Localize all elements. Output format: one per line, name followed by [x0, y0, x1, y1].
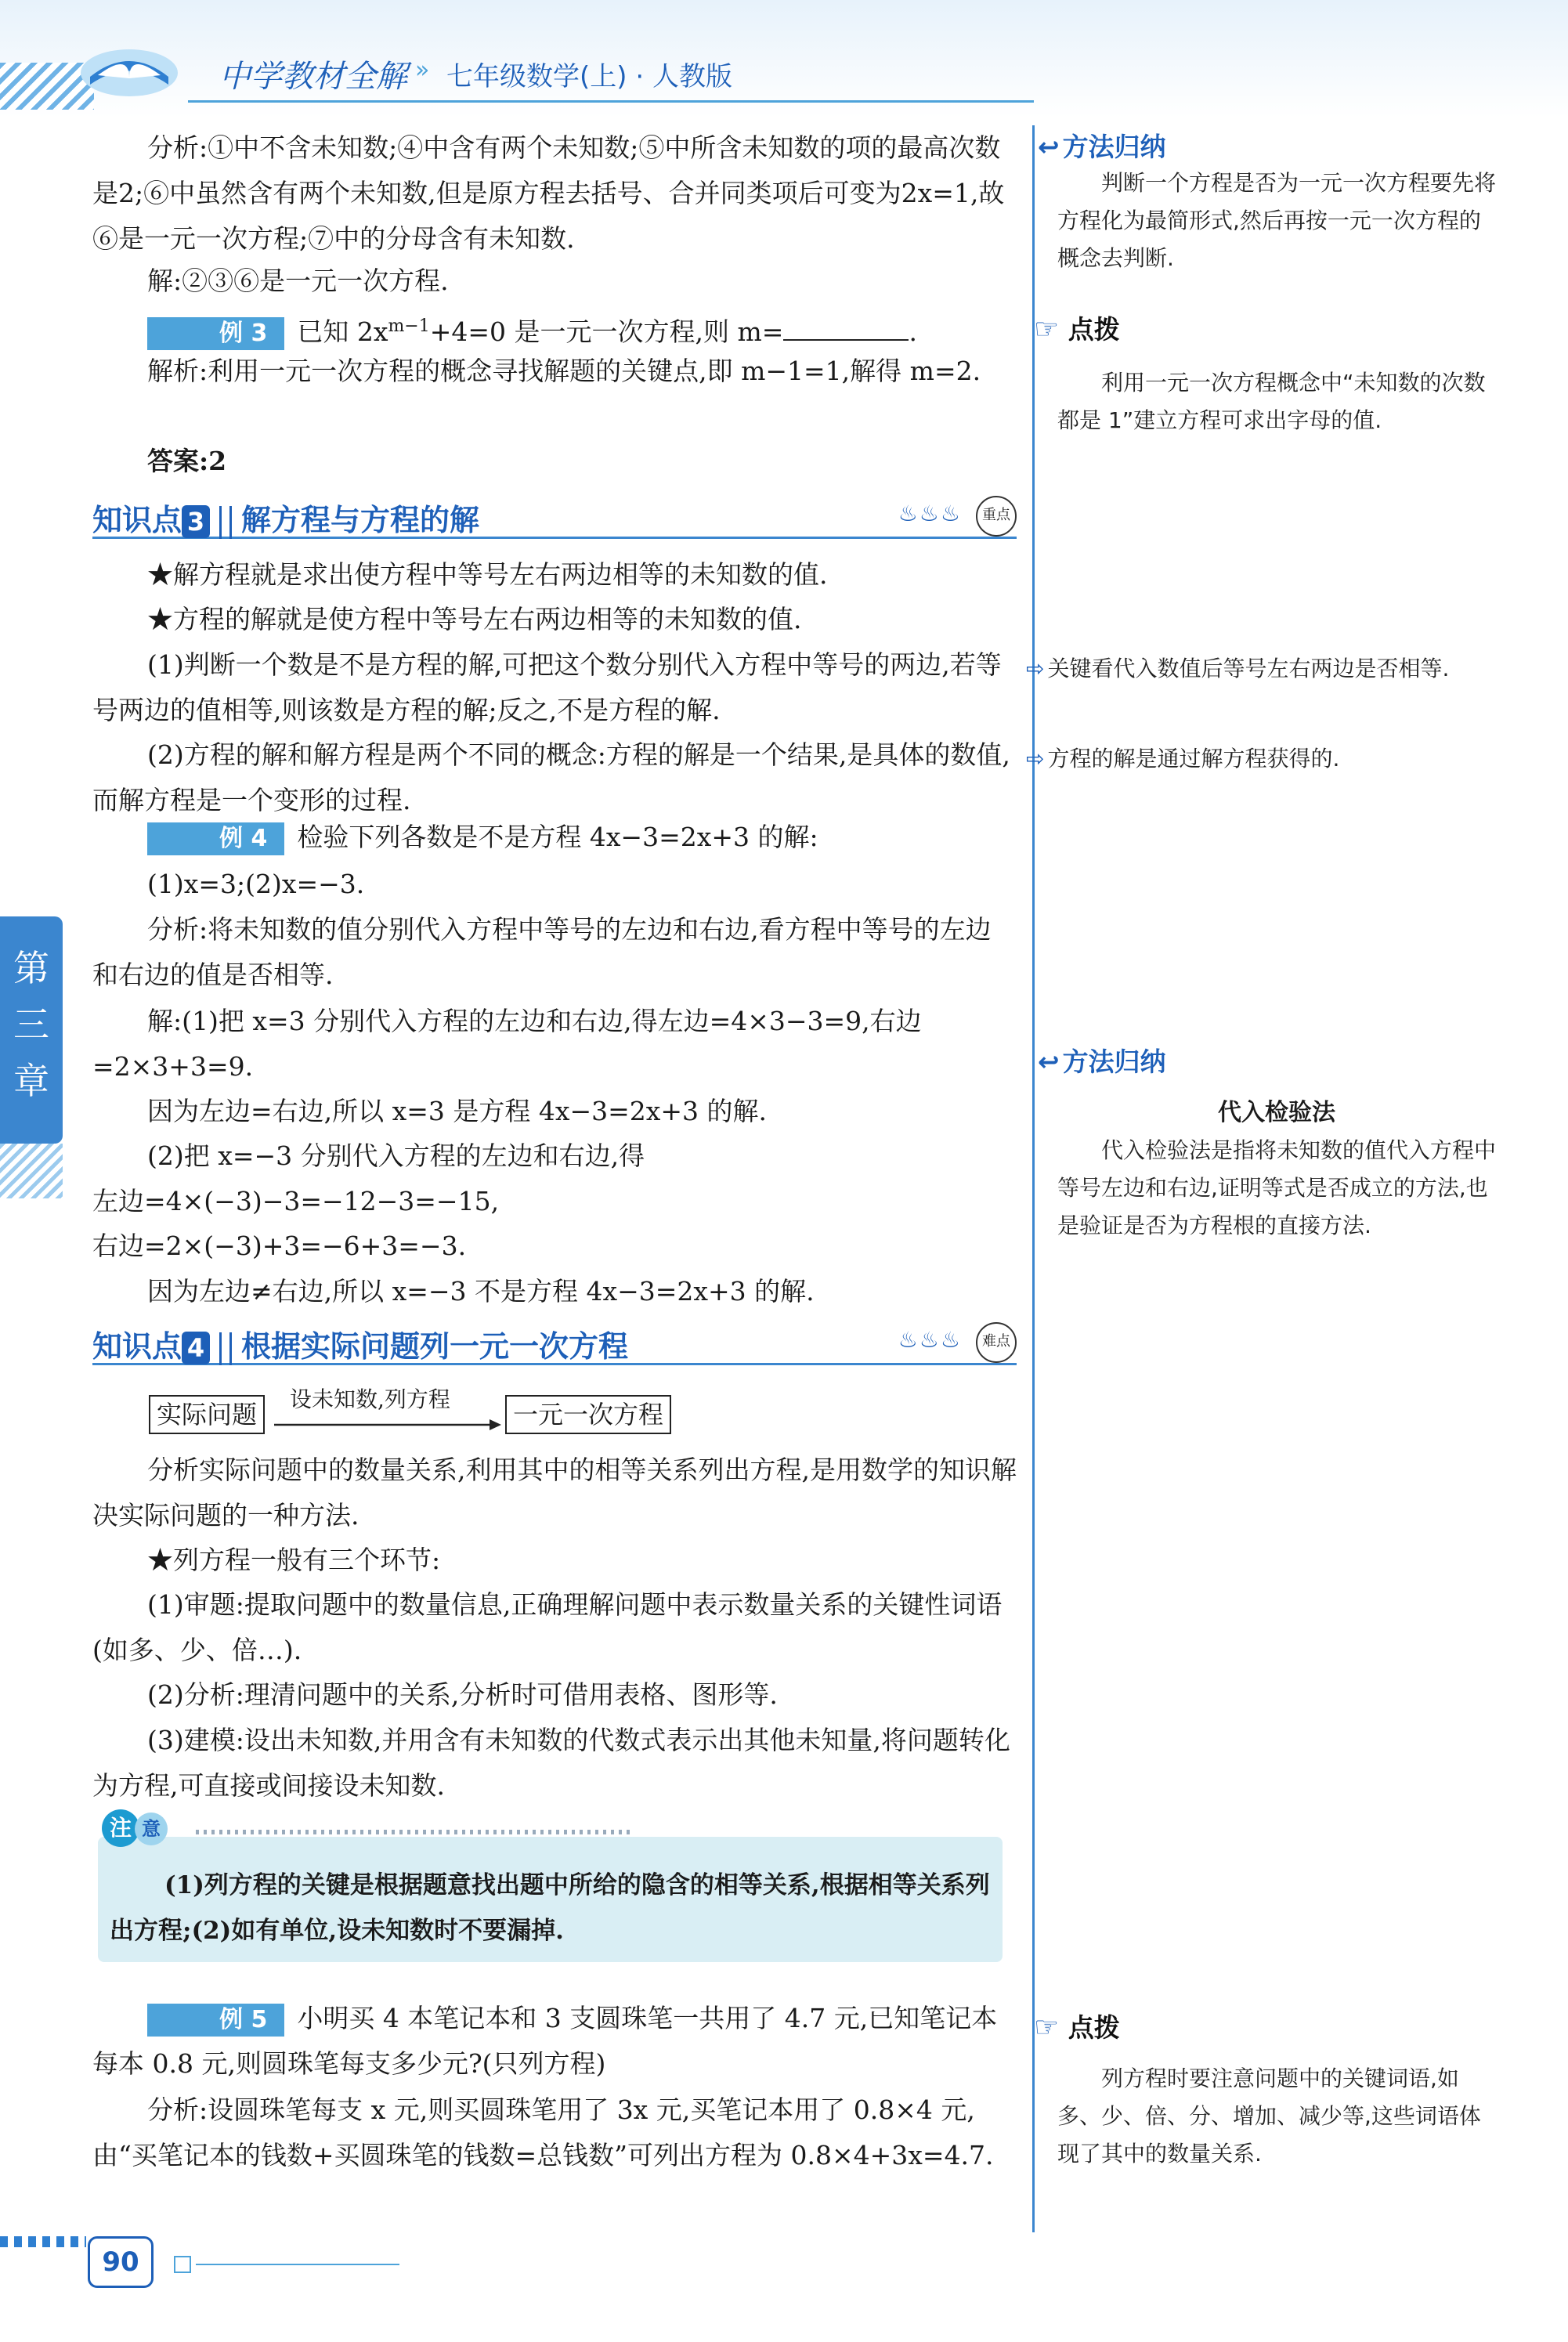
- tip-1-title-text: 点拨: [1068, 314, 1120, 345]
- solution-4-conclusion2: 因为左边≠右边,所以 x=−3 不是方程 4x−3=2x+3 的解.: [147, 1276, 815, 1307]
- solution-4-left: 左边=4×(−3)−3=−12−3=−15,: [92, 1186, 500, 1216]
- kp4-number: 4: [182, 1332, 210, 1364]
- flow-right-box: 一元一次方程: [505, 1395, 671, 1434]
- header-rule: [188, 100, 1034, 103]
- side-note-2: [1026, 740, 1496, 778]
- example-3-exponent: m−1: [388, 316, 430, 336]
- analysis-1: 分析:①中不含未知数;④中含有两个未知数;⑤中所含未知数的项的最高次数是2;⑥中虽然含有两个未知数,但是原方程去括号、合并同类项后可变为2x=1,故⑥是一元一次方程;⑦中的分母含有未知数.: [92, 132, 1005, 254]
- note-dots: [196, 1830, 634, 1834]
- kp4-step-1: (1)审题:提取问题中的数量信息,正确理解问题中表示数量关系的关键性词语(如多、少、倍…).: [92, 1589, 1003, 1665]
- analysis-5: 分析:设圆珠笔每支 x 元,则买圆珠笔用了 3x 元,买笔记本用了 0.8×4 元,由“买笔记本的钱数+买圆珠笔的钱数=总钱数”可列出方程为 0.8×4+3x=4.7.: [92, 2094, 994, 2170]
- explanation-3: 解析:利用一元一次方程的概念寻找解题的关键点,即 m−1=1,解得 m=2.: [147, 356, 981, 386]
- footer-dots: [0, 2236, 86, 2247]
- header-title: 中学教材全解: [219, 59, 407, 95]
- arrow-right-icon: ⇨: [1026, 656, 1045, 681]
- tip-2-title-text: 点拨: [1068, 2012, 1120, 2043]
- book-logo-icon: [74, 30, 184, 100]
- pointing-hand-icon: ☞: [1034, 2011, 1060, 2044]
- chapter-tab-stripes: [0, 1144, 63, 1198]
- kp3-separator: [219, 506, 232, 539]
- solution-4-part2: (2)把 x=−3 分别代入方程的左边和右边,得: [147, 1140, 645, 1171]
- side-note-2-text: 方程的解是通过解方程获得的.: [1047, 746, 1340, 772]
- example-3-text-b: +4=0 是一元一次方程,则 m=: [429, 316, 784, 347]
- definition-solve: ★解方程就是求出使方程中等号左右两边相等的未知数的值.: [147, 559, 828, 590]
- method-summary-2-text: 代入检验法是指将未知数的值代入方程中等号左边和右边,证明等式是否成立的方法,也是验证是否为方程根的直接方法.: [1057, 1137, 1497, 1238]
- solution-4-part1: 解:(1)把 x=3 分别代入方程的左边和右边,得左边=4×3−3=9,右边=2×3+3=9.: [92, 1006, 922, 1082]
- method-summary-1-text: 判断一个方程是否为一元一次方程要先将方程化为最简形式,然后再按一元一次方程的概念去判断.: [1057, 170, 1497, 271]
- chapter-tab-label: 第三章: [13, 947, 49, 1102]
- kp4-title-row: [92, 1322, 628, 1365]
- flame-icon: ♨♨♨: [898, 501, 962, 526]
- example-5: [92, 1996, 1017, 2087]
- header-subtitle: 七年级数学(上) · 人教版: [446, 61, 732, 92]
- example-5-text: 小明买 4 本笔记本和 3 支圆珠笔一共用了 4.7 元,已知笔记本每本 0.8 元,则圆珠笔每支多少元?(只列方程): [92, 2003, 998, 2079]
- example-5-label: 例 5: [147, 2004, 284, 2037]
- tip-2-title: [1034, 2008, 1120, 2044]
- tip-2-text: 列方程时要注意问题中的关键词语,如多、少、倍、分、增加、减少等,这些词语体现了其中的数量关系.: [1057, 2066, 1481, 2167]
- note-text: (1)列方程的关键是根据题意找出题中所给的隐含的相等关系,根据相等关系列出方程;(2)如有单位,设未知数时不要漏掉.: [110, 1871, 990, 1945]
- method-summary-2-title-text: 方法归纳: [1062, 1046, 1166, 1077]
- flow-arrow-icon: [274, 1417, 501, 1433]
- rule-1: (1)判断一个数是不是方程的解,可把这个数分别代入方程中等号的两边,若等号两边的值相等,则该数是方程的解;反之,不是方程的解.: [92, 649, 1002, 725]
- kp3-prefix: 知识点: [92, 503, 182, 537]
- knowledge-point-3-heading: [92, 490, 1017, 539]
- kp4-prefix: 知识点: [92, 1329, 182, 1364]
- header-chevron-icon: »: [415, 56, 430, 84]
- note-icon-b: 意: [135, 1813, 168, 1845]
- kp4-separator: [219, 1332, 232, 1365]
- example-3-text-c: .: [909, 316, 917, 347]
- kp4-intro: 分析实际问题中的数量关系,利用其中的相等关系列出方程,是用数学的知识解决实际问题的一种方法.: [92, 1455, 1017, 1531]
- flow-arrow-label: 设未知数,列方程: [290, 1386, 450, 1412]
- flow-left-box: 实际问题: [149, 1395, 265, 1434]
- example-3-label: 例 3: [147, 317, 284, 350]
- knowledge-point-4-heading: [92, 1316, 1017, 1365]
- solution-4-right: 右边=2×(−3)+3=−6+3=−3.: [92, 1231, 467, 1261]
- hook-arrow-icon: ↩: [1038, 132, 1060, 162]
- method-summary-1-title: [1038, 127, 1166, 164]
- arrow-right-icon: ⇨: [1026, 746, 1045, 772]
- pointing-hand-icon: ☞: [1034, 313, 1060, 345]
- tip-1-title: [1034, 309, 1120, 346]
- method-summary-2-title: [1038, 1042, 1166, 1079]
- kp4-title: 根据实际问题列一元一次方程: [241, 1329, 629, 1364]
- kp3-number: 3: [182, 505, 210, 538]
- tip-1-text: 利用一元一次方程概念中“未知数的次数都是 1”建立方程可求出字母的值.: [1057, 370, 1486, 433]
- analysis-4: 分析:将未知数的值分别代入方程中等号的左边和右边,看方程中等号的左边和右边的值是否相等.: [92, 914, 992, 990]
- solution-1: 解:②③⑥是一元一次方程.: [147, 266, 449, 296]
- sidebar-divider: [1032, 125, 1035, 2232]
- side-note-1: [1026, 650, 1496, 688]
- answer-3: 答案:2: [147, 446, 227, 476]
- answer-blank: [783, 316, 909, 341]
- note-icon: [102, 1809, 168, 1847]
- flame-icon: ♨♨♨: [898, 1327, 962, 1353]
- rule-2: (2)方程的解和解方程是两个不同的概念:方程的解是一个结果,是具体的数值,而解方程是一个变形的过程.: [92, 739, 1010, 815]
- key-point-badge: 重点: [976, 496, 1017, 537]
- definition-solution: ★方程的解就是使方程中等号左右两边相等的未知数的值.: [147, 604, 802, 634]
- kp4-step-2: (2)分析:理清问题中的关系,分析时可借用表格、图形等.: [147, 1679, 778, 1710]
- example-4: [92, 815, 1017, 860]
- side-note-1-text: 关键看代入数值后等号左右两边是否相等.: [1047, 656, 1450, 681]
- flow-diagram: [149, 1382, 713, 1437]
- kp4-steps-intro: ★列方程一般有三个环节:: [147, 1545, 441, 1575]
- page-number: 90: [88, 2236, 154, 2288]
- method-summary-1-title-text: 方法归纳: [1062, 132, 1166, 162]
- footer-square-icon: [174, 2256, 191, 2273]
- kp4-step-3: (3)建模:设出未知数,并用含有未知数的代数式表示出其他未知量,将问题转化为方程,可直接或间接设未知数.: [92, 1725, 1010, 1801]
- example-4-items: (1)x=3;(2)x=−3.: [147, 869, 365, 899]
- example-4-label: 例 4: [147, 822, 284, 855]
- difficulty-badge: 难点: [976, 1322, 1017, 1363]
- note-icon-a: 注: [102, 1809, 139, 1847]
- example-4-text: 检验下列各数是不是方程 4x−3=2x+3 的解:: [297, 822, 818, 852]
- kp3-title-row: [92, 496, 479, 539]
- footer-rule: [196, 2264, 399, 2265]
- method-summary-2-subtitle: 代入检验法: [1218, 1099, 1335, 1126]
- example-3: [92, 304, 1017, 355]
- example-3-text-a: 已知 2x: [297, 316, 388, 347]
- kp3-title: 解方程与方程的解: [241, 503, 480, 537]
- hook-arrow-icon: ↩: [1038, 1046, 1060, 1077]
- solution-4-conclusion1: 因为左边=右边,所以 x=3 是方程 4x−3=2x+3 的解.: [147, 1096, 768, 1126]
